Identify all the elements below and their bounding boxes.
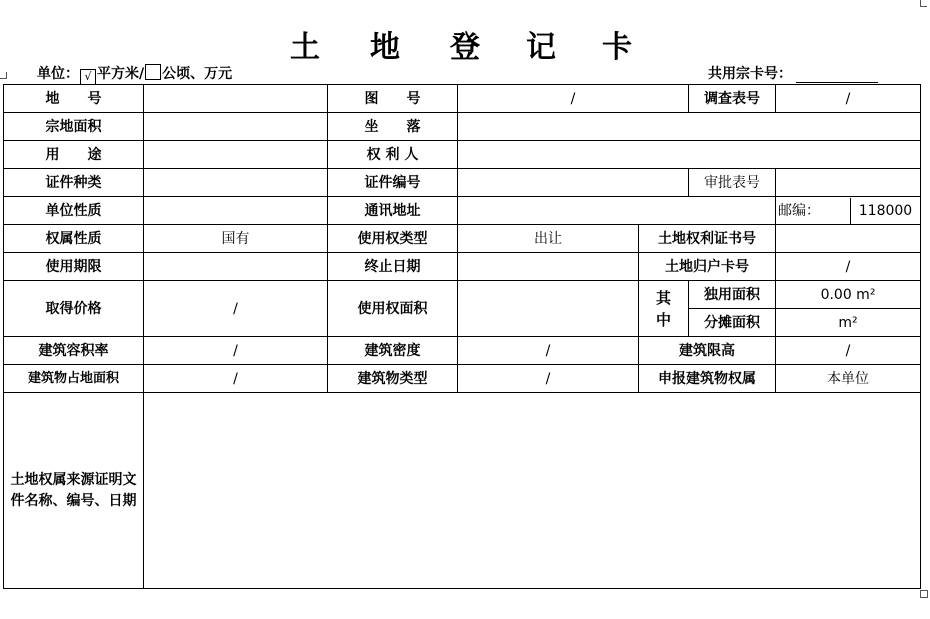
value-parcel-no[interactable]	[144, 85, 328, 113]
label-acquisition-price: 取得价格	[4, 281, 144, 337]
unit-label: 单位：	[37, 66, 79, 82]
label-building-footprint: 建筑物占地面积	[4, 365, 144, 393]
table-row	[4, 225, 921, 253]
label-approval-no: 审批表号	[689, 169, 776, 197]
value-building-type[interactable]: /	[458, 365, 639, 393]
table-row	[4, 85, 921, 113]
value-source-documents[interactable]	[144, 393, 921, 589]
label-use-right-area: 使用权面积	[328, 281, 458, 337]
value-location[interactable]	[458, 113, 921, 141]
unit-checkbox-checked[interactable]: √	[80, 69, 96, 85]
label-land-certificate-no: 土地权利证书号	[639, 225, 776, 253]
title-char: 卡	[602, 30, 634, 65]
value-use-right-type[interactable]: 出让	[458, 225, 639, 253]
crop-mark-top-left	[0, 72, 7, 79]
value-building-density[interactable]: /	[458, 337, 639, 365]
value-ownership-nature[interactable]: 国有	[144, 225, 328, 253]
value-land-household-card[interactable]: /	[776, 253, 921, 281]
label-id-type: 证件种类	[4, 169, 144, 197]
postal-code-cell	[776, 197, 921, 225]
label-owner: 权 利 人	[328, 141, 458, 169]
value-declared-ownership[interactable]: 本单位	[776, 365, 921, 393]
label-exclusive-area: 独用面积	[689, 281, 776, 309]
table-row	[4, 113, 921, 141]
value-shared-area[interactable]: m²	[776, 309, 921, 337]
value-parcel-area[interactable]	[144, 113, 328, 141]
value-approval-no[interactable]	[776, 169, 921, 197]
label-id-number: 证件编号	[328, 169, 458, 197]
table-row	[4, 141, 921, 169]
table-row	[4, 393, 921, 589]
value-survey-no[interactable]: /	[776, 85, 921, 113]
unit-option-hectare: 公顷、万元	[162, 66, 233, 82]
value-use-right-area[interactable]	[458, 281, 639, 337]
label-of-which: 其中	[639, 281, 689, 337]
value-use-period[interactable]	[144, 253, 328, 281]
value-address[interactable]	[458, 197, 776, 225]
unit-selector	[37, 63, 232, 85]
label-use-right-type: 使用权类型	[328, 225, 458, 253]
label-parcel-area: 宗地面积	[4, 113, 144, 141]
table-row	[4, 253, 921, 281]
label-land-household-card: 土地归户卡号	[639, 253, 776, 281]
label-building-type: 建筑物类型	[328, 365, 458, 393]
value-id-type[interactable]	[144, 169, 328, 197]
label-source-documents: 土地权属来源证明文件名称、编号、日期	[4, 393, 144, 589]
title-char: 记	[526, 30, 558, 65]
label-end-date: 终止日期	[328, 253, 458, 281]
value-height-limit[interactable]: /	[776, 337, 921, 365]
value-plot-ratio[interactable]: /	[144, 337, 328, 365]
crop-mark-bottom-right	[920, 590, 928, 598]
table-row	[4, 281, 921, 309]
value-map-no[interactable]: /	[458, 85, 689, 113]
table-row	[4, 365, 921, 393]
label-parcel-no: 地 号	[4, 85, 144, 113]
label-survey-no: 调查表号	[689, 85, 776, 113]
unit-checkbox-unchecked[interactable]	[145, 64, 161, 80]
label-height-limit: 建筑限高	[639, 337, 776, 365]
shared-card-label: 共用宗卡号：	[708, 66, 792, 82]
title-char: 土	[290, 30, 322, 65]
label-plot-ratio: 建筑容积率	[4, 337, 144, 365]
crop-mark-top-right	[920, 0, 927, 7]
label-ownership-nature: 权属性质	[4, 225, 144, 253]
table-row	[4, 197, 921, 225]
value-end-date[interactable]	[458, 253, 639, 281]
value-exclusive-area[interactable]: 0.00 m²	[776, 281, 921, 309]
label-usage: 用 途	[4, 141, 144, 169]
value-building-footprint[interactable]: /	[144, 365, 328, 393]
table-row	[4, 337, 921, 365]
unit-option-square-meter: 平方米/	[97, 66, 145, 82]
value-org-type[interactable]	[144, 197, 328, 225]
title-char: 登	[450, 30, 482, 65]
label-use-period: 使用期限	[4, 253, 144, 281]
table-row	[4, 169, 921, 197]
page-title	[290, 22, 650, 66]
land-registration-table	[3, 84, 921, 589]
shared-card-field[interactable]	[796, 70, 878, 83]
title-char: 地	[370, 30, 402, 65]
label-declared-ownership: 申报建筑物权属	[639, 365, 776, 393]
label-shared-area: 分摊面积	[689, 309, 776, 337]
label-org-type: 单位性质	[4, 197, 144, 225]
label-building-density: 建筑密度	[328, 337, 458, 365]
value-owner[interactable]	[458, 141, 921, 169]
label-location: 坐 落	[328, 113, 458, 141]
value-id-number[interactable]	[458, 169, 689, 197]
value-land-certificate-no[interactable]	[776, 225, 921, 253]
value-postal-code[interactable]: 118000	[858, 202, 913, 219]
label-address: 通讯地址	[328, 197, 458, 225]
shared-card-number	[708, 63, 878, 83]
label-map-no: 图 号	[328, 85, 458, 113]
value-usage[interactable]	[144, 141, 328, 169]
label-postal-code: 邮编：	[776, 198, 851, 224]
value-acquisition-price[interactable]: /	[144, 281, 328, 337]
